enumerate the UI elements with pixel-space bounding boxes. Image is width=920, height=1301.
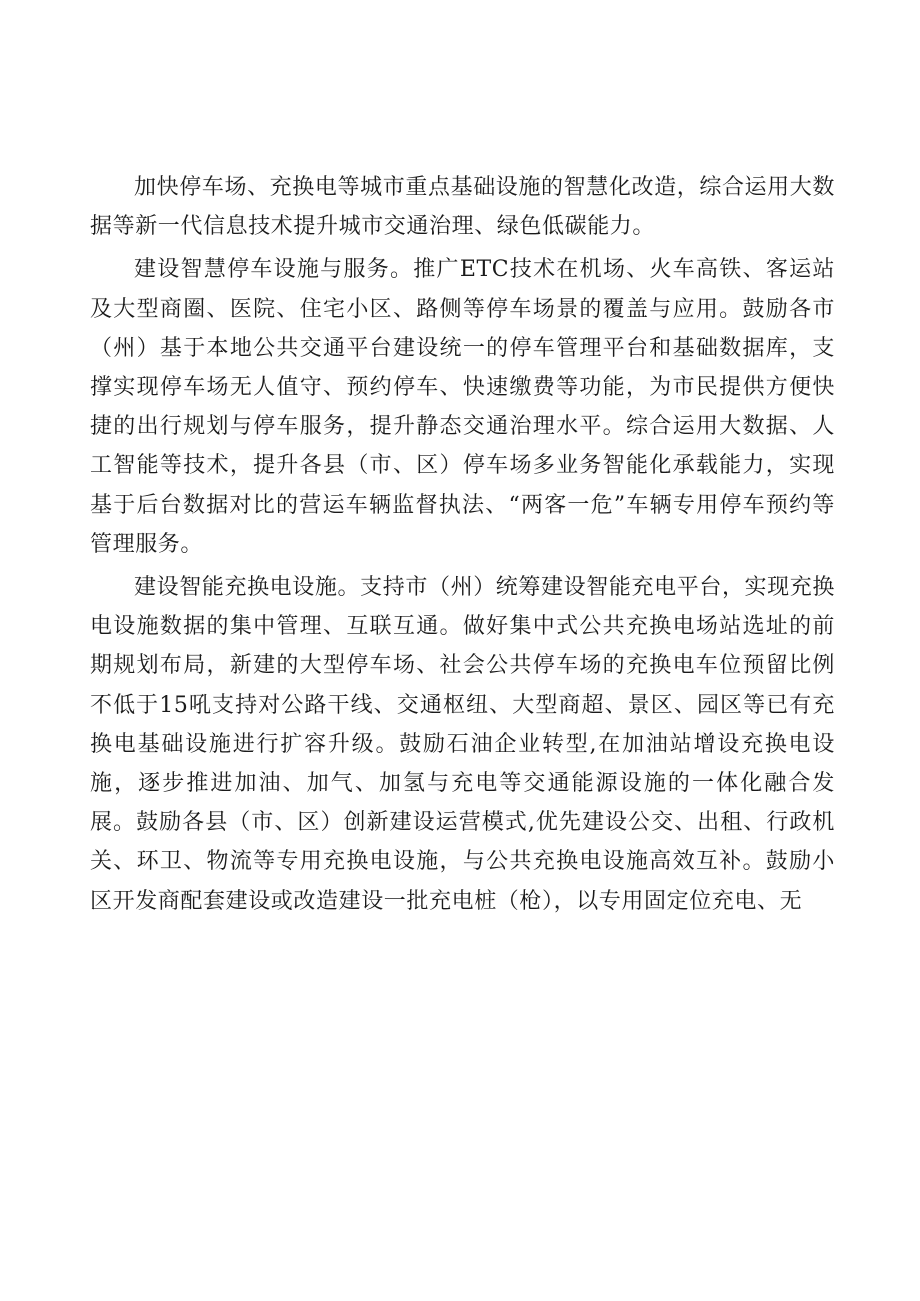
paragraph-intro: 加快停车场、充换电等城市重点基础设施的智慧化改造，综合运用大数据等新一代信息技术提升城市交通治理、绿色低碳能力。 (90, 175, 835, 240)
document-body (90, 168, 835, 923)
paragraph-smart-parking: 建设智慧停车设施与服务。推广ETC技术在机场、火车高铁、客运站及大型商圈、医院、住宅小区、路侧等停车场景的覆盖与应用。鼓励各市（州）基于本地公共交通平台建设统一的停车管理平台和基础数据库，支撑实现停车场无人值守、预约停车、快速缴费等功能，为市民提供方便快捷的出行规划与停车服务，提升静态交通治理水平。综合运用大数据、人工智能等技术，提升各县（市、区）停车场多业务智能化承载能力，实现基于后台数据对比的营运车辆监督执法、“两客一危”车辆专用停车预约等管理服务。 (90, 257, 835, 557)
paragraph-smart-charging: 建设智能充换电设施。支持市（州）统筹建设智能充电平台，实现充换电设施数据的集中管理、互联互通。做好集中式公共充换电场站选址的前期规划布局，新建的大型停车场、社会公共停车场的充换电车位预留比例不低于15吼支持对公路干线、交通枢纽、大型商超、景区、园区等已有充换电基础设施进行扩容升级。鼓励石油企业转型,在加油站增设充换电设施，逐步推进加油、加气、加氢与充电等交通能源设施的一体化融合发展。鼓励各县（市、区）创新建设运营模式,优先建设公交、出租、行政机关、环卫、物流等专用充换电设施，与公共充换电设施高效互补。鼓励小区开发商配套建设或改造建设一批充电桩（枪），以专用固定位充电、无 (90, 575, 835, 914)
